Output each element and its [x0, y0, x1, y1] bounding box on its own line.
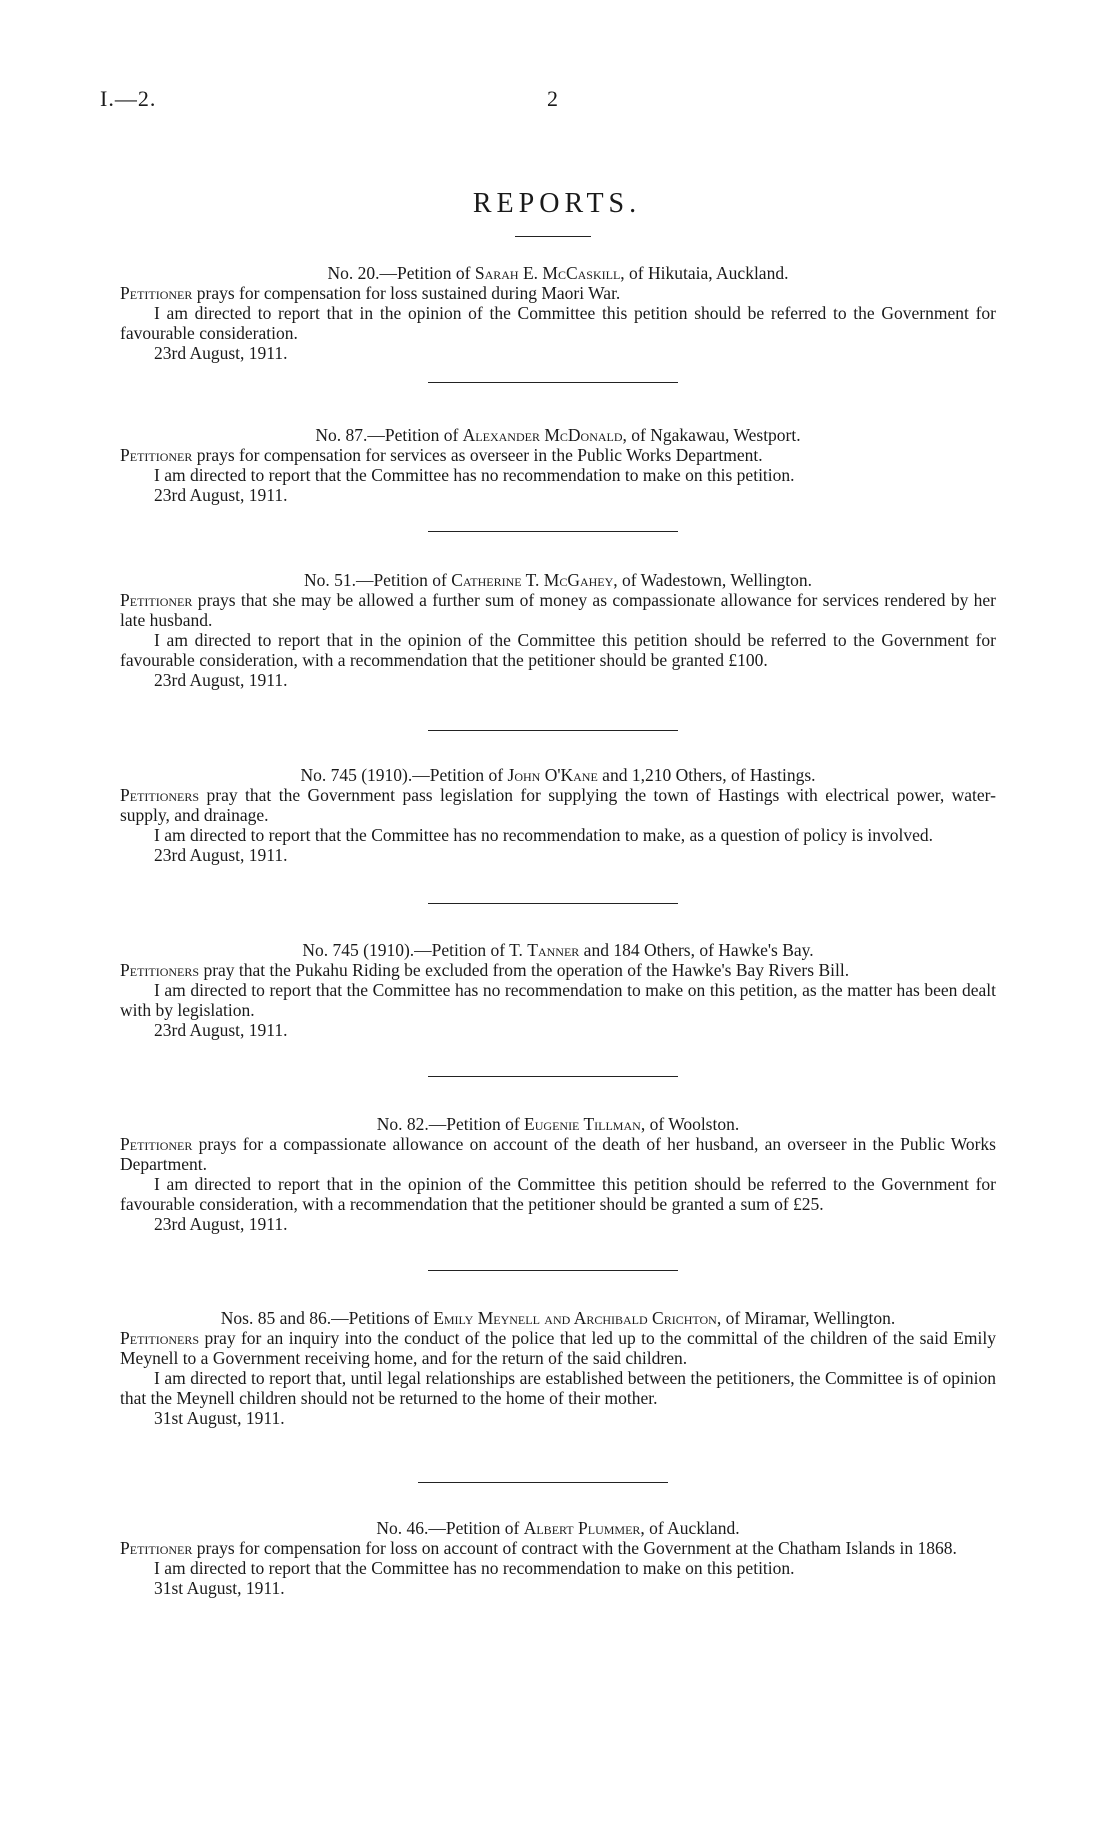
committee-report: I am directed to report that in the opinion of the Committee this petition should be referred to the Government for favourable consideration, with a recommendation that the petitioner should be granted a sum of £25. [120, 1174, 996, 1214]
petitioner-name: Tanner [527, 940, 580, 960]
petition-heading: No. 46.—Petition of Albert Plummer, of Auckland. [376, 1518, 740, 1538]
report-date: 31st August, 1911. [154, 1578, 285, 1598]
report-date: 23rd August, 1911. [154, 485, 288, 505]
petition-heading: No. 745 (1910).—Petition of T. Tanner and 184 Others, of Hawke's Bay. [302, 940, 814, 960]
petition-heading: Nos. 85 and 86.—Petitions of Emily Meynell and Archibald Crichton, of Miramar, Wellington. [220, 1308, 896, 1328]
report-date: 23rd August, 1911. [154, 1020, 288, 1040]
petitioner-name: Catherine T. McGahey [451, 570, 614, 590]
petition-entry [120, 425, 996, 505]
section-divider [428, 730, 678, 731]
petition-prayer: Petitioner prays for compensation for loss on account of contract with the Government at the Chatham Islands in 1868. [120, 1538, 957, 1558]
petitioner-name: Emily Meynell and Archibald Crichton [433, 1308, 717, 1328]
petition-entry [120, 1308, 996, 1428]
petition-prayer: Petitioner prays for compensation for services as overseer in the Public Works Department. [120, 445, 763, 465]
petition-heading: No. 87.—Petition of Alexander McDonald, of Ngakawau, Westport. [315, 425, 801, 445]
section-divider [428, 1076, 678, 1077]
report-date: 23rd August, 1911. [154, 1214, 288, 1234]
petition-prayer: Petitioners pray for an inquiry into the conduct of the police that led up to the committal of the children of the said Emily Meynell to a Government receiving home, and for the return of the said children. [120, 1328, 996, 1368]
committee-report: I am directed to report that the Committee has no recommendation to make on this petition. [154, 1558, 795, 1578]
petition-heading: No. 51.—Petition of Catherine T. McGahey, of Wadestown, Wellington. [303, 570, 813, 590]
title-rule [515, 236, 591, 237]
report-date: 31st August, 1911. [154, 1408, 285, 1428]
section-divider [428, 382, 678, 383]
section-divider [428, 903, 678, 904]
petitioner-name: Albert Plummer [523, 1518, 641, 1538]
petition-prayer: Petitioners pray that the Government pass legislation for supplying the town of Hastings with electrical power, water-supply, and drainage. [120, 785, 996, 825]
petition-entry [120, 940, 996, 1040]
section-divider [428, 531, 678, 532]
page-number: 2 [547, 86, 558, 111]
report-date: 23rd August, 1911. [154, 670, 288, 690]
petitioner-name: Eugenie Tillman [524, 1114, 641, 1134]
committee-report: I am directed to report that the Committee has no recommendation to make, as a question of policy is involved. [154, 825, 934, 845]
petition-entry [120, 1114, 996, 1234]
petition-prayer: Petitioner prays for compensation for loss sustained during Maori War. [120, 283, 621, 303]
petition-heading: No. 20.—Petition of Sarah E. McCaskill, of Hikutaia, Auckland. [327, 263, 789, 283]
petitioner-name: Alexander McDonald [462, 425, 623, 445]
petition-prayer: Petitioner prays that she may be allowed a further sum of money as compassionate allowance for services rendered by her late husband. [120, 590, 996, 630]
petition-heading: No. 745 (1910).—Petition of John O'Kane and 1,210 Others, of Hastings. [300, 765, 816, 785]
section-divider [428, 1270, 678, 1271]
report-date: 23rd August, 1911. [154, 845, 288, 865]
page-title: REPORTS. [472, 188, 642, 219]
page-reference: I.—2. [100, 86, 157, 111]
committee-report: I am directed to report that in the opinion of the Committee this petition should be referred to the Government for favourable consideration. [120, 303, 996, 343]
section-divider [418, 1482, 668, 1483]
petition-heading: No. 82.—Petition of Eugenie Tillman, of Woolston. [376, 1114, 740, 1134]
committee-report: I am directed to report that the Committee has no recommendation to make on this petition. [154, 465, 795, 485]
petition-prayer: Petitioner prays for a compassionate allowance on account of the death of her husband, an overseer in the Public Works Department. [120, 1134, 996, 1174]
committee-report: I am directed to report that, until legal relationships are established between the petitioners, the Committee is of opinion that the Meynell children should not be returned to the home of their mother. [120, 1368, 996, 1408]
committee-report: I am directed to report that the Committee has no recommendation to make on this petition, as the matter has been dealt with by legislation. [120, 980, 996, 1020]
committee-report: I am directed to report that in the opinion of the Committee this petition should be referred to the Government for favourable consideration, with a recommendation that the petitioner should be granted £100. [120, 630, 996, 670]
petition-entry [120, 263, 996, 363]
petitioner-name: Sarah E. McCaskill [474, 263, 621, 283]
petition-entry [120, 765, 996, 865]
report-date: 23rd August, 1911. [154, 343, 288, 363]
petitioner-name: John O'Kane [507, 765, 598, 785]
petition-entry [120, 570, 996, 690]
petition-entry [120, 1518, 996, 1598]
petition-prayer: Petitioners pray that the Pukahu Riding be excluded from the operation of the Hawke's Bay Rivers Bill. [120, 960, 850, 980]
